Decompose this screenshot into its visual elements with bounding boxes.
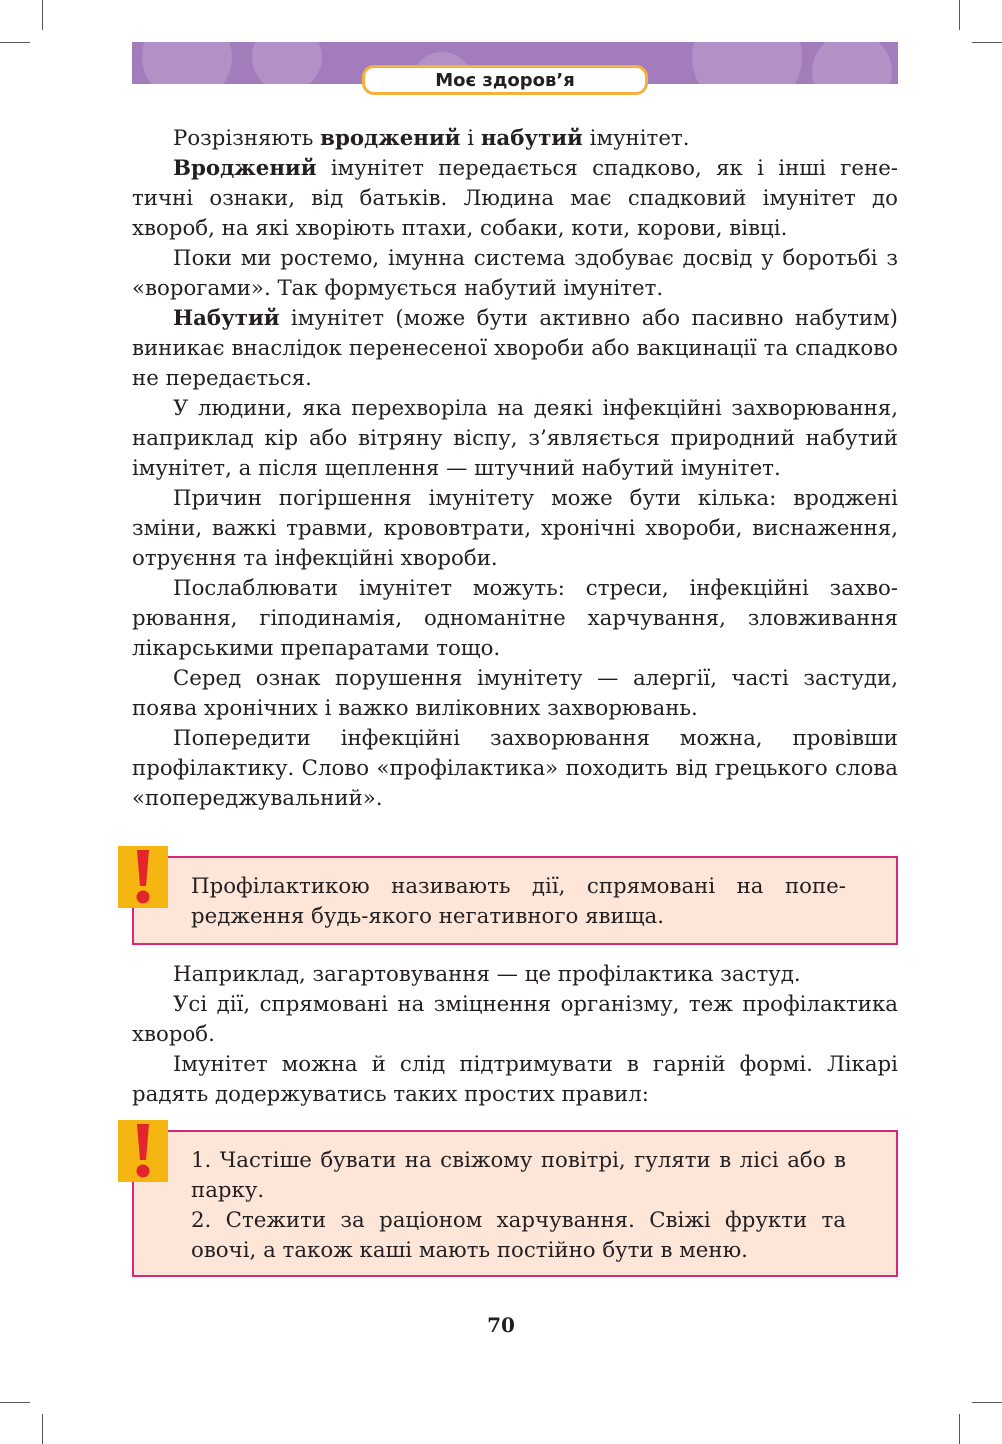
text-run: Імунітет можна й слід підтримувати в гарній формі. Лікарі радять додержуватись таких простих правил: [132, 1052, 898, 1107]
paragraph [132, 960, 898, 990]
definition-text: Профілактикою називають дії, спрямовані на попередження будь-якого негативного явища. [191, 874, 846, 929]
paragraph [132, 990, 898, 1050]
crop-mark [972, 42, 1002, 43]
text-run: Поки ми ростемо, імунна система здобуває досвід у боротьбі з «ворогами». Так формується набутий імунітет. [132, 246, 898, 301]
page-number: 70 [487, 1313, 515, 1337]
text-run: Послаблювати імунітет можуть: стреси, інфекційні захворювання, гіподинамія, одноманітне харчування, зловживання лікарськими препаратами тощо. [132, 576, 898, 661]
exclamation-icon [118, 846, 168, 908]
text-run: і [460, 126, 481, 151]
paragraph [132, 1050, 898, 1110]
paragraph [132, 574, 898, 664]
bold-term: набутий [480, 126, 583, 151]
crop-mark [42, 1414, 43, 1444]
crop-mark [959, 1414, 960, 1444]
section-title: Моє здоров’я [362, 65, 648, 95]
paragraph [132, 664, 898, 724]
text-run: Причин погіршення імунітету може бути кілька: вроджені зміни, важкі травми, крововтрати, хронічні хвороби, виснаження, отруєння та інфекційні хвороби. [132, 486, 898, 571]
crop-mark [0, 1402, 30, 1403]
text-run: Наприклад, загартовування — це профілактика застуд. [173, 962, 801, 987]
paragraph [132, 124, 898, 154]
rule-item: 2. Стежити за раціоном харчування. Свіжі фрукти та овочі, а також каші мають постійно бути в меню. [191, 1208, 846, 1263]
paragraph [132, 154, 898, 244]
bold-term: вроджений [320, 126, 461, 151]
text-run: Усі дії, спрямовані на зміцнення організму, теж профілактика хвороб. [132, 992, 898, 1047]
text-run: У людини, яка перехворіла на деякі інфекційні захворювання, наприклад кір або вітряну віспу, з’являється природний набутий імунітет, а після щеплення — штучний набутий імунітет. [132, 396, 898, 481]
paragraph [132, 304, 898, 394]
exclamation-icon [118, 1120, 168, 1182]
text-run: імунітет. [582, 126, 690, 151]
body-text-2 [132, 960, 898, 1110]
text-run: Серед ознак порушення імунітету — алергії, часті застуди, поява хронічних і важко виліковних захворювань. [132, 666, 898, 721]
crop-mark [0, 42, 30, 43]
crop-mark [959, 0, 960, 30]
paragraph [132, 244, 898, 304]
rule-item: 1. Частіше бувати на свіжому повітрі, гуляти в лісі або в парку. [191, 1148, 846, 1203]
body-text-1 [132, 124, 898, 814]
definition-note [132, 856, 898, 945]
crop-mark [972, 1402, 1002, 1403]
crop-mark [42, 0, 43, 30]
text-run: Розрізняють [173, 126, 321, 151]
text-run: Попередити інфекційні захворювання можна, провівши профілактику. Слово «профілактика» походить від грецького слова «попереджувальний». [132, 726, 898, 811]
paragraph [132, 724, 898, 814]
bold-term: Вроджений [173, 156, 317, 181]
rules-note [132, 1130, 898, 1277]
text-run: імунітет (може бути активно або пасивно набутим) виникає внаслідок перенесеної хвороби або вакцинації та спадково не передається. [132, 306, 898, 391]
paragraph [132, 394, 898, 484]
bold-term: Набутий [173, 306, 280, 331]
paragraph [132, 484, 898, 574]
text-run: імунітет передається спадково, як і інші генетичні ознаки, від батьків. Людина має спадковий імунітет до хвороб, на які хворіють птахи, собаки, коти, корови, вівці. [132, 156, 898, 241]
